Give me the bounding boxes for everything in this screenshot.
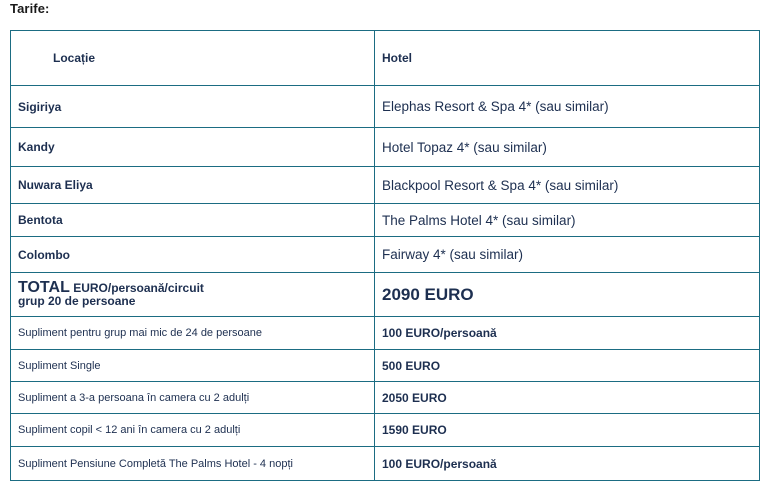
- table-header-row: [11, 31, 760, 86]
- supplement-label: Supliment Single: [11, 350, 375, 382]
- location-cell: Sigiriya: [11, 86, 375, 128]
- hotel-cell: Fairway 4* (sau similar): [375, 237, 760, 273]
- supplement-price: 100 EURO/persoană: [375, 317, 760, 350]
- supplement-label: Supliment copil < 12 ani în camera cu 2 adulți: [11, 414, 375, 447]
- total-label-rest: EURO/persoană/circuit: [73, 281, 204, 295]
- header-hotel: Hotel: [375, 31, 760, 86]
- hotel-cell: Elephas Resort & Spa 4* (sau similar): [375, 86, 760, 128]
- supplement-row: [11, 447, 760, 481]
- table-row: [11, 237, 760, 273]
- supplement-label: Supliment Pensiune Completă The Palms Hotel - 4 nopți: [11, 447, 375, 481]
- location-cell: Colombo: [11, 237, 375, 273]
- location-cell: Bentota: [11, 204, 375, 237]
- table-row: [11, 204, 760, 237]
- hotel-cell: The Palms Hotel 4* (sau similar): [375, 204, 760, 237]
- page-title: Tarife:: [10, 1, 50, 16]
- total-label-line2: grup 20 de persoane: [18, 294, 136, 308]
- total-label-big: TOTAL: [18, 279, 70, 296]
- supplement-row: [11, 350, 760, 382]
- total-row: [11, 273, 760, 317]
- table-row: [11, 167, 760, 204]
- total-price-cell: 2090 EURO: [375, 273, 760, 317]
- supplement-label: Supliment a 3-a persoana în camera cu 2 adulți: [11, 382, 375, 414]
- header-location: Locație: [11, 31, 375, 86]
- hotel-cell: Blackpool Resort & Spa 4* (sau similar): [375, 167, 760, 204]
- location-cell: Nuwara Eliya: [11, 167, 375, 204]
- supplement-label: Supliment pentru grup mai mic de 24 de persoane: [11, 317, 375, 350]
- total-label-cell: [11, 273, 375, 317]
- table-row: [11, 128, 760, 167]
- supplement-row: [11, 317, 760, 350]
- supplement-price: 500 EURO: [375, 350, 760, 382]
- supplement-price: 1590 EURO: [375, 414, 760, 447]
- supplement-price: 2050 EURO: [375, 382, 760, 414]
- supplement-row: [11, 414, 760, 447]
- hotel-cell: Hotel Topaz 4* (sau similar): [375, 128, 760, 167]
- supplement-row: [11, 382, 760, 414]
- rates-table: [10, 30, 760, 481]
- table-row: [11, 86, 760, 128]
- supplement-price: 100 EURO/persoană: [375, 447, 760, 481]
- location-cell: Kandy: [11, 128, 375, 167]
